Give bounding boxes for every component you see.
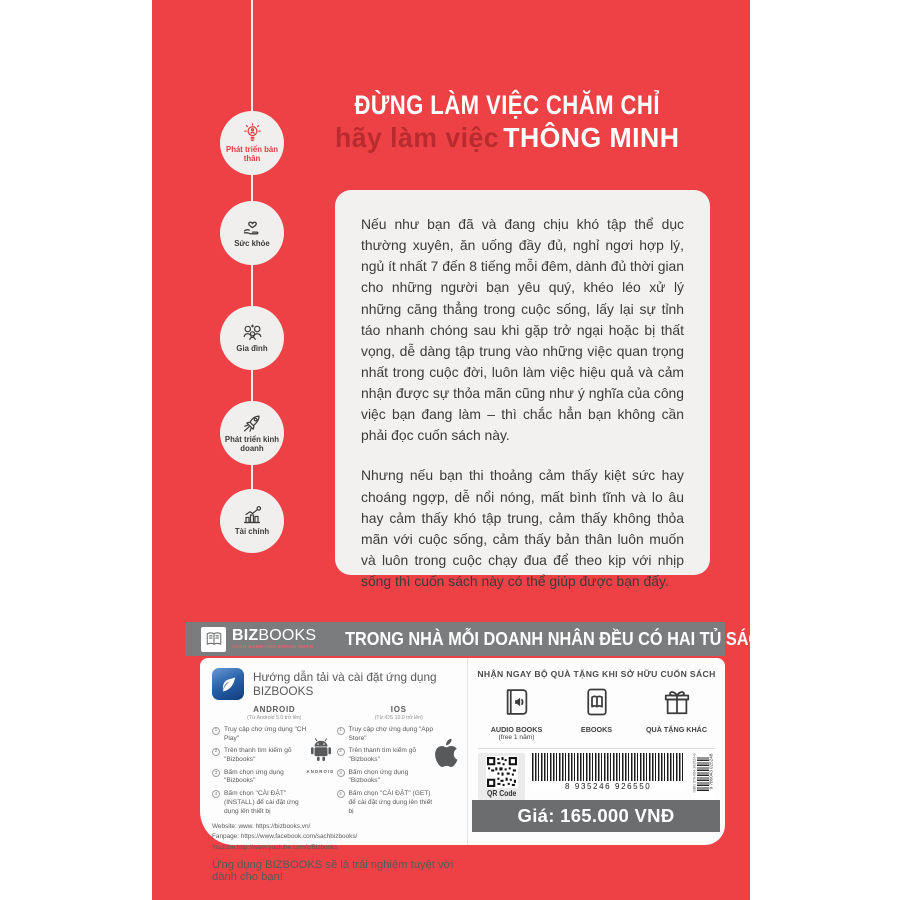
- divider: [478, 748, 715, 749]
- gift-panel: [468, 658, 725, 845]
- info-panel: [200, 658, 725, 883]
- android-instructions: [212, 705, 337, 820]
- fanpage-link: Fanpage: https://www.facebook.com/sachbizbooks/: [212, 833, 358, 841]
- category-label: Phát triển kinh doanh: [224, 434, 280, 453]
- qr-code-label: QR Code: [487, 789, 517, 799]
- title-line1: ĐỪNG LÀM VIỆC CHĂM CHỈ: [354, 90, 660, 120]
- ios-version-note: (Từ iOS 10.0 trở lên): [374, 715, 423, 721]
- youtube-link: Youtube:http://www.youtube.com/c/Bizbooks: [212, 843, 338, 851]
- price-bar: Giá: 165.000 VNĐ: [472, 800, 720, 832]
- isbn-digits: 9 786043 025248: [708, 753, 714, 790]
- category-personal-growth: [220, 111, 284, 175]
- category-finance: [220, 489, 284, 553]
- category-label: Tài chính: [234, 527, 270, 537]
- red-cover: [152, 0, 773, 900]
- ios-heading: IOS: [390, 705, 407, 714]
- isbn-text: ISBN 978-604-302524-8: [692, 753, 697, 793]
- category-label: Phát triển bản thân: [226, 144, 278, 163]
- publisher-banner: [185, 622, 773, 656]
- android-heading: ANDROID: [253, 705, 296, 714]
- book-title: [292, 90, 722, 154]
- android-step: 3 Bấm chọn ứng dụng "Bizbooks": [212, 769, 312, 787]
- android-step: 4 Bấm chọn "CÀI ĐẶT" (INSTALL) để cài đặt ứng dụng lên thiết bị: [212, 790, 312, 817]
- android-wordmark: ANDROID: [306, 769, 335, 774]
- ean-barcode: [532, 753, 684, 791]
- ios-step: 2 Trên thanh tìm kiếm gõ "Bizbooks": [337, 747, 437, 765]
- bizbooks-app-icon: [212, 668, 244, 700]
- barcode-bars: [532, 753, 684, 781]
- ios-instructions: [337, 705, 462, 820]
- website-link: Website: www. https://bizbooks.vn/: [212, 823, 311, 831]
- title-line2: [335, 122, 679, 154]
- banner-sawtooth-edge: [185, 618, 725, 622]
- android-step: 1 Truy cập chợ ứng dụng "CH Play": [212, 726, 312, 744]
- category-label: Gia đình: [236, 344, 268, 354]
- apple-icon: [431, 737, 459, 774]
- ios-step: 4 Bấm chọn "CÀI ĐẶT" (GET) để cài đặt ứng dụng lên thiết bị: [337, 790, 437, 817]
- family-icon: [241, 322, 264, 342]
- gift-icon: [662, 704, 692, 721]
- install-guide: [200, 658, 468, 883]
- category-label: Sức khỏe: [234, 239, 270, 249]
- android-version-note: (Từ Android 5.0 trở lên): [247, 715, 302, 721]
- android-step: 2 Trên thanh tìm kiếm gõ "Bizbooks": [212, 747, 312, 765]
- category-health: [220, 201, 284, 265]
- purchase-row: [476, 753, 717, 800]
- gift-title: NHẬN NGAY BỘ QUÀ TẶNG KHI SỞ HỮU CUỐN SÁCH: [477, 669, 716, 679]
- bizbooks-logo-icon: [201, 627, 226, 652]
- description-box: [335, 190, 710, 589]
- category-business-growth: [220, 401, 284, 465]
- audiobook-icon: [502, 704, 532, 721]
- bizbooks-wordmark: BIZBOOKS: [232, 626, 317, 644]
- hand-heart-icon: [241, 217, 263, 237]
- ios-step: 1 Truy cập chợ ứng dụng "App Store": [337, 726, 437, 744]
- rocket-person-icon: [241, 413, 263, 433]
- bizbooks-logo: [201, 627, 316, 652]
- title-line2-bold: THÔNG MINH: [502, 122, 680, 153]
- publisher-links: [212, 822, 461, 853]
- qr-code: [486, 756, 518, 788]
- category-family: [220, 306, 284, 370]
- bizbooks-tagline: SÁCH DÀNH CHO DOANH NHÂN: [232, 644, 314, 650]
- ios-step: 3 Bấm chọn ứng dụng "Bizbooks": [337, 769, 437, 787]
- install-guide-title: Hướng dẫn tải và cài đặt ứng dụng BIZBOOKS: [253, 670, 437, 698]
- isbn-bars: [697, 756, 709, 791]
- android-robot-icon: [307, 737, 335, 774]
- banner-slogan: TRONG NHÀ MỖI DOANH NHÂN ĐỀU CÓ HAI TỦ SÁCH: [345, 628, 773, 649]
- isbn-barcode: [691, 753, 715, 799]
- ebook-icon: [582, 704, 612, 721]
- closing-line: Ứng dụng BIZBOOKS sẽ là trải nghiệm tuyệt vời dành cho bạn!: [212, 858, 454, 883]
- gift-ebooks: EBOOKS: [565, 687, 629, 741]
- lightbulb-icon: [242, 123, 263, 143]
- qr-code-block: [478, 753, 525, 800]
- gift-audiobooks: AUDIO BOOKS (free 1 năm): [485, 687, 549, 741]
- description-paragraph-1: Nếu như bạn đã và đang chịu khó tập thể dục thường xuyên, ăn uống đầy đủ, nghỉ ngơi hợp lý, ngủ ít nhất 7 đến 8 tiếng mỗi đêm, dành đủ thời gian cho những người bạn yêu quý, khéo léo xử lý những căng thẳng trong cuộc sống, lấy lại sự tỉnh táo nhanh chóng sau khi gặp trở ngại hoặc bị thất vọng, dễ dàng tập trung vào những việc quan trọng nhất trong cuộc đời, luôn làm việc hiệu quả và cảm nhận được sự thỏa mãn cũng như ý nghĩa của công việc bạn đang làm – thì chắc hẳn bạn không cần phải đọc cuốn sách này.: [361, 216, 684, 444]
- bar-chart-icon: [241, 505, 263, 525]
- title-line2-normal: hãy làm việc: [334, 122, 499, 153]
- description-paragraph-2: Nhưng nếu bạn thi thoảng cảm thấy kiệt sức hay choáng ngợp, dễ nổi nóng, mất bình tĩnh và lo âu hay cảm thấy khó tập trung, cảm thấy không thỏa mãn với cuộc sống, cảm thấy bản thân luôn muốn và luôn trong cuộc chạy đua để theo kịp với nhịp sống thì cuốn sách này có thể giúp được bạn đấy.: [361, 467, 684, 589]
- gift-other: QUÀ TẶNG KHÁC: [645, 687, 709, 741]
- barcode-digits: 8 935246 926550: [565, 782, 652, 792]
